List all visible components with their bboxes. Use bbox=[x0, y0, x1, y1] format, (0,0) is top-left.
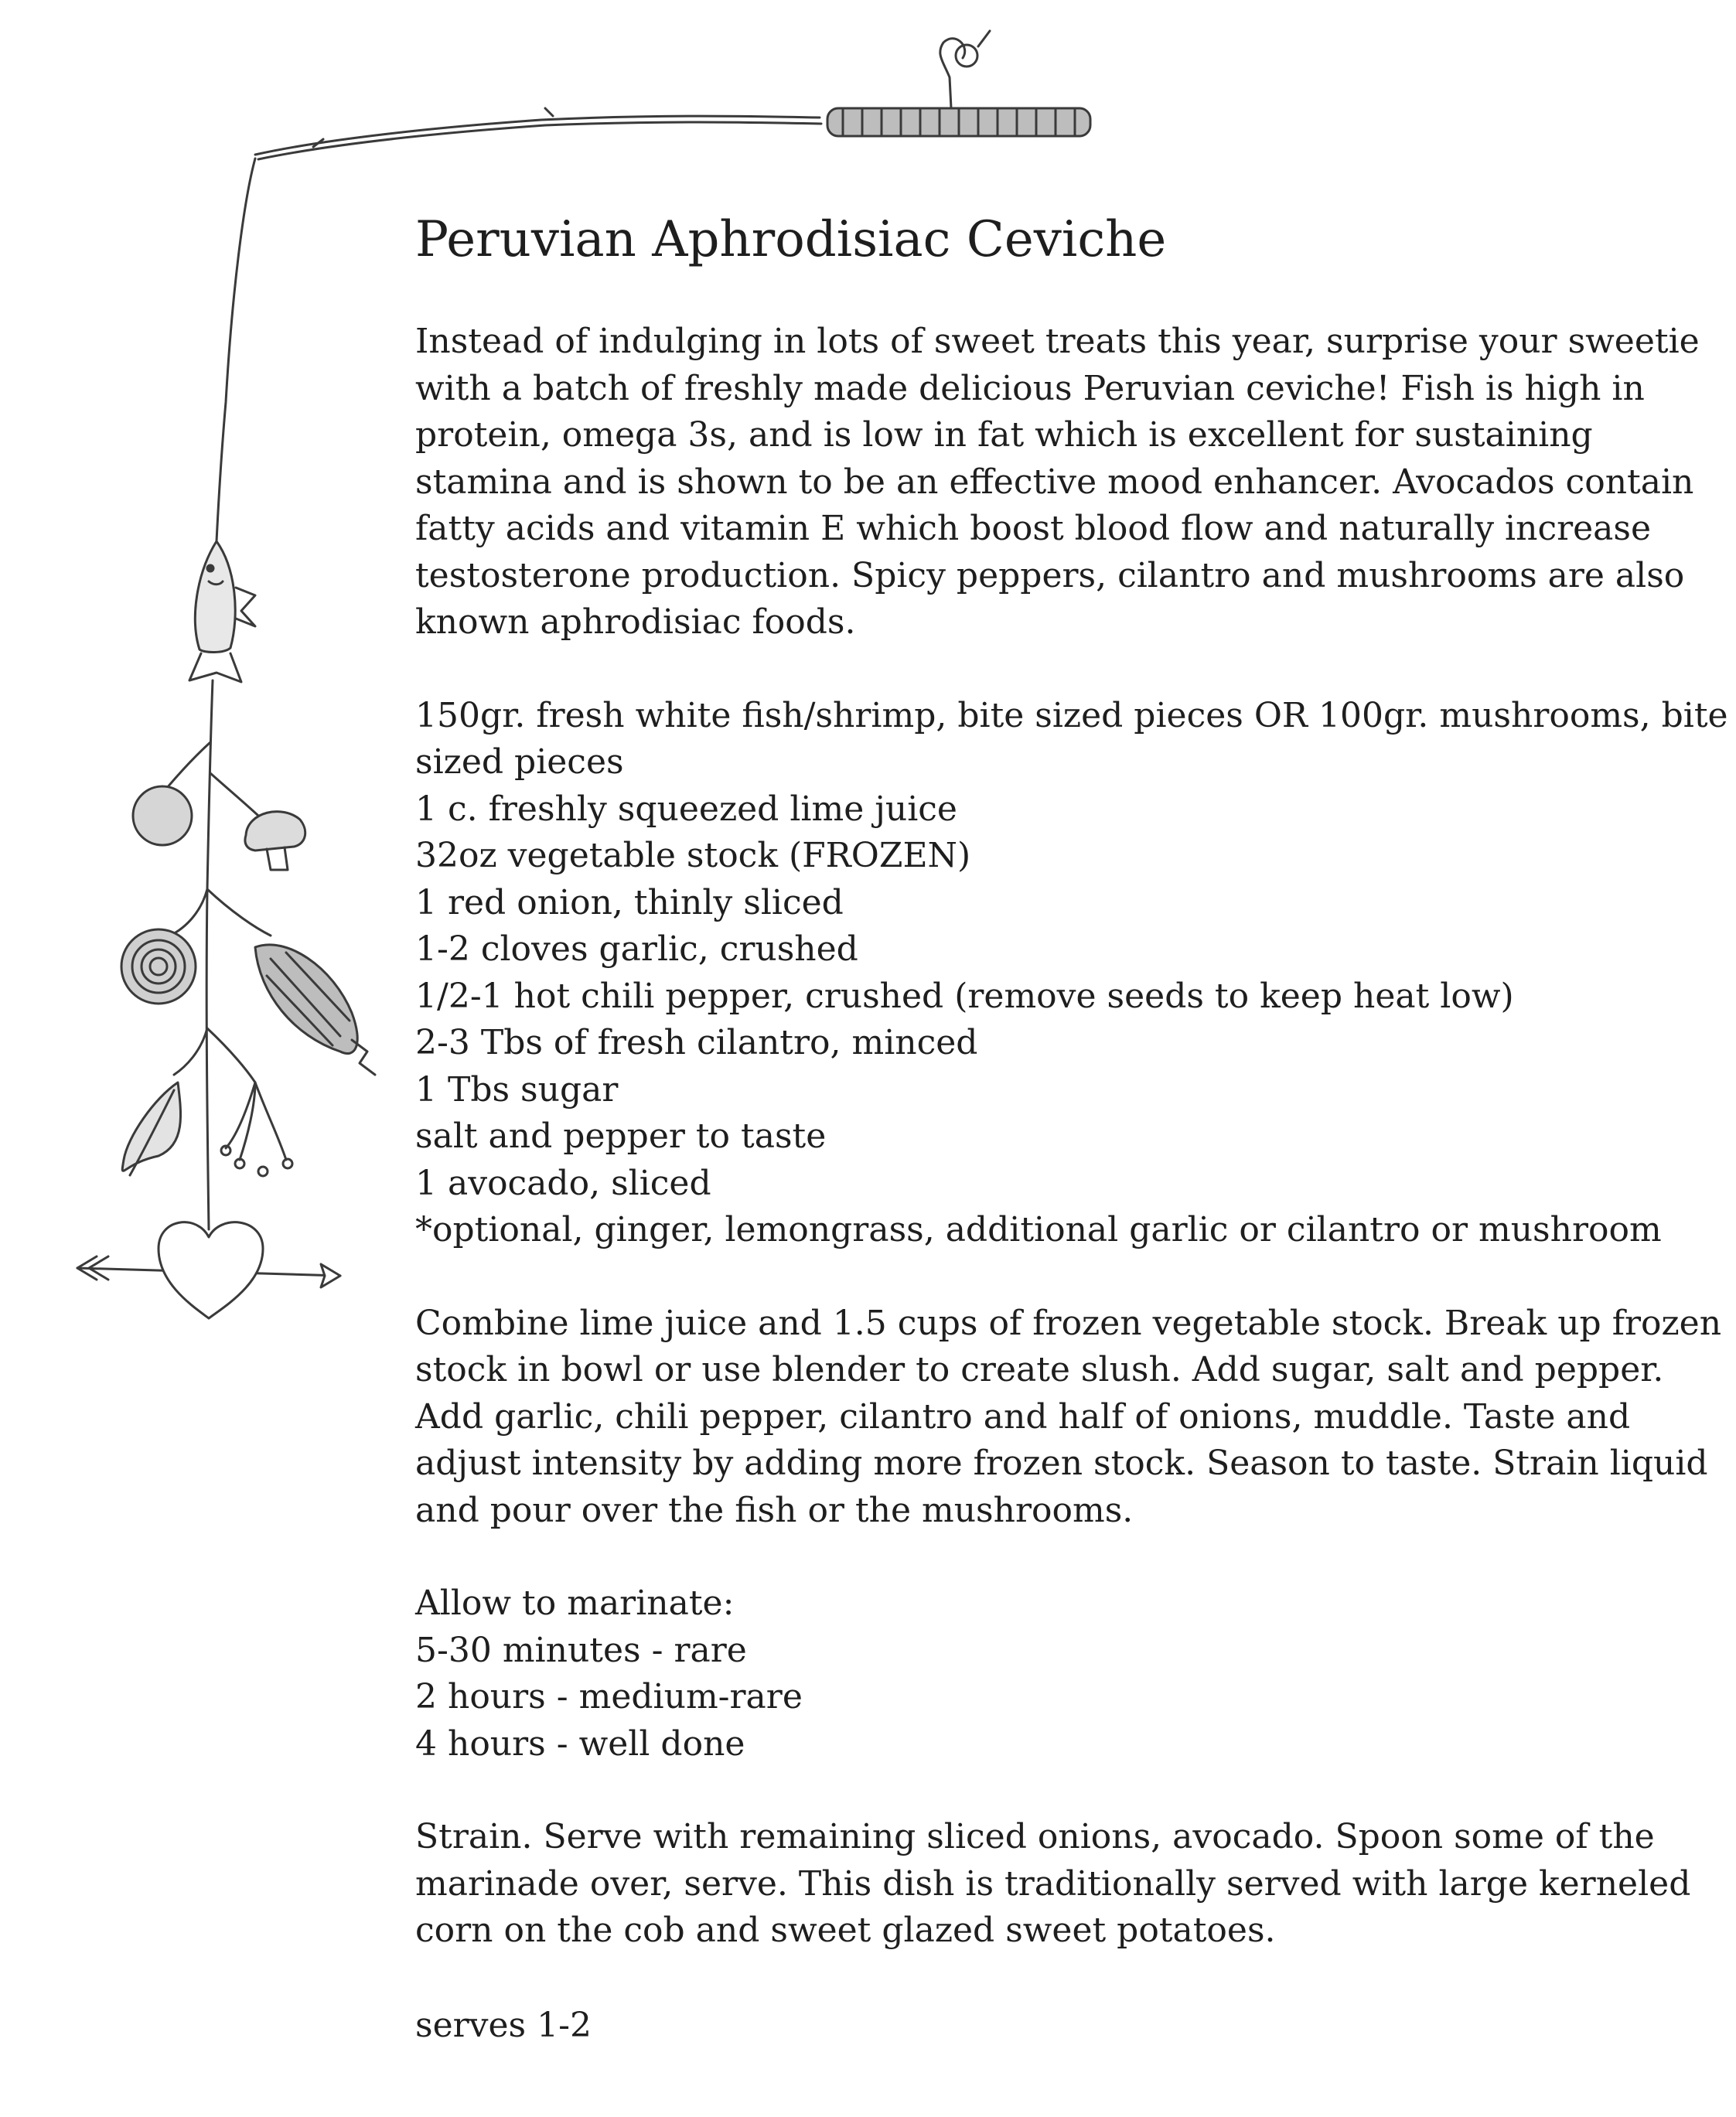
ingredient-item: 1/2-1 hot chili pepper, crushed (remove seeds to keep heat low) bbox=[415, 976, 1514, 1016]
fish-drawing bbox=[189, 541, 255, 682]
marinate-time: 5-30 minutes - rare bbox=[415, 1630, 747, 1670]
serves-note: serves 1-2 bbox=[415, 2005, 592, 2045]
cilantro-drawing bbox=[221, 1082, 292, 1176]
recipe-title: Peruvian Aphrodisiac Ceviche bbox=[415, 211, 1167, 268]
ingredient-item: 1 Tbs sugar bbox=[415, 1069, 619, 1110]
ingredient-item: 1 c. freshly squeezed lime juice bbox=[415, 789, 957, 829]
heart-arrow-drawing bbox=[77, 1222, 340, 1318]
marinate-section bbox=[415, 1580, 1730, 1768]
recipe-text-block bbox=[415, 209, 1730, 2049]
marinate-heading: Allow to marinate: bbox=[415, 1583, 735, 1623]
ingredient-item: 2-3 Tbs of fresh cilantro, minced bbox=[415, 1023, 978, 1062]
marinate-list bbox=[415, 1628, 1730, 1768]
ingredient-item: 150gr. fresh white fish/shrimp, bite sized pieces OR 100gr. mushrooms, bite sized pieces bbox=[415, 695, 1728, 782]
ingredient-item: salt and pepper to taste bbox=[415, 1116, 827, 1156]
marinate-time: 2 hours - medium-rare bbox=[415, 1677, 803, 1716]
ingredient-item: 32oz vegetable stock (FROZEN) bbox=[415, 836, 971, 875]
ingredient-list bbox=[415, 693, 1730, 1254]
fishing-rod bbox=[255, 31, 1090, 159]
method-paragraph: Combine lime juice and 1.5 cups of frozen vegetable stock. Break up frozen stock in bowl or use blender to create slush. Add sugar, salt and pepper. Add garlic, chili pepper, cilantro and half of onions, muddle. Taste and adjust intensity by adding more frozen stock. Season to taste. Strain liquid and pour over the fish or the mushrooms. bbox=[415, 1303, 1722, 1530]
corn-drawing bbox=[255, 945, 375, 1075]
recipe-intro: Instead of indulging in lots of sweet treats this year, surprise your sweetie with a batch of freshly made delicious Peruvian ceviche! Fish is high in protein, omega 3s, and is low in fat which is excellent for sustaining stamina and is shown to be an effective mood enhancer. Avocados contain fatty acids and vitamin E which boost blood flow and naturally increase testosterone production. Spicy peppers, cilantro and mushrooms are also known aphrodisiac foods. bbox=[415, 322, 1700, 642]
leaf-drawing bbox=[122, 1082, 180, 1175]
mushroom-drawing bbox=[245, 812, 305, 870]
ingredient-item: 1-2 cloves garlic, crushed bbox=[415, 929, 858, 969]
ingredient-item: 1 red onion, thinly sliced bbox=[415, 882, 844, 922]
fishing-line bbox=[217, 159, 255, 541]
ingredient-item: *optional, ginger, lemongrass, additional garlic or cilantro or mushroom bbox=[415, 1210, 1662, 1249]
ingredient-item: 1 avocado, sliced bbox=[415, 1163, 711, 1203]
onion-drawing bbox=[121, 929, 196, 1004]
serving-paragraph: Strain. Serve with remaining sliced onions, avocado. Spoon some of the marinade over, serve. This dish is traditionally served with large kerneled corn on the cob and sweet glazed sweet potatoes. bbox=[415, 1817, 1691, 1950]
marinate-time: 4 hours - well done bbox=[415, 1723, 745, 1764]
lime-drawing bbox=[133, 786, 192, 845]
